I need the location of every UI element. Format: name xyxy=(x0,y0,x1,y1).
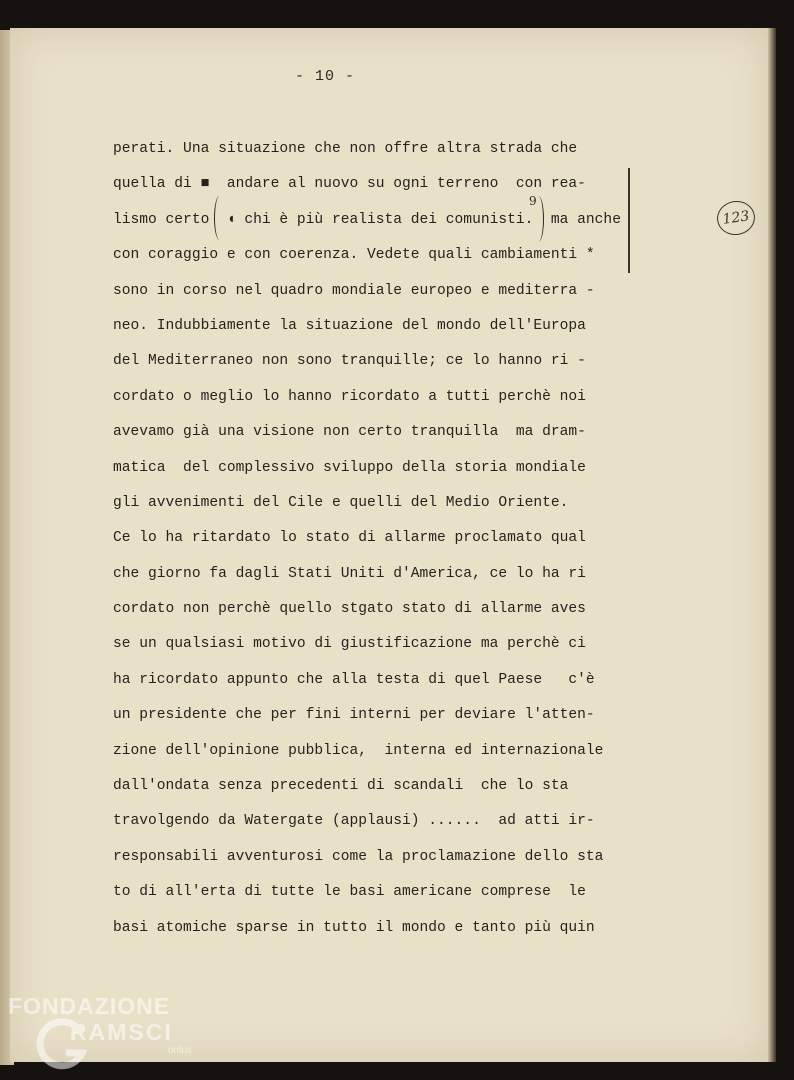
handwritten-mark: 9 xyxy=(529,194,537,208)
text-line: se un qualsiasi motivo di giustificazione ma perchè ci xyxy=(113,636,586,653)
text-line: dall'ondata senza precedenti di scandali che lo sta xyxy=(113,778,569,795)
text-line: neo. Indubbiamente la situazione del mondo dell'Europa xyxy=(113,317,586,334)
page-number: - 10 - xyxy=(294,68,355,85)
text-line: lismo certo ◖ chi è più realista dei comunisti. ma anche xyxy=(113,211,621,228)
text-line: quella di ■ andare al nuovo su ogni terreno con rea- xyxy=(113,176,586,193)
text-line: un presidente che per fini interni per deviare l'atten- xyxy=(113,707,595,724)
text-line: gli avvenimenti del Cile e quelli del Medio Oriente. xyxy=(113,494,569,511)
watermark-text: FONDAZIONE xyxy=(8,993,171,1019)
watermark-text: RAMSCI xyxy=(70,1019,173,1045)
text-line: del Mediterraneo non sono tranquille; ce lo hanno ri - xyxy=(113,353,586,370)
text-line: avevamo già una visione non certo tranquilla ma dram- xyxy=(113,424,586,441)
text-line: che giorno fa dagli Stati Uniti d'America, ce lo ha ri xyxy=(113,565,586,582)
text-line: zione dell'opinione pubblica, interna ed internazionale xyxy=(113,742,604,759)
text-line: sono in corso nel quadro mondiale europeo e mediterra - xyxy=(113,282,595,299)
archive-page-number: 123 xyxy=(715,199,757,238)
watermark-text: onlus xyxy=(168,1045,192,1056)
text-line: Ce lo ha ritardato lo stato di allarme proclamato qual xyxy=(113,530,586,547)
text-line: travolgendo da Watergate (applausi) ...... ad atti ir- xyxy=(113,813,595,830)
text-line: matica del complessivo sviluppo della storia mondiale xyxy=(113,459,586,476)
fondazione-gramsci-watermark xyxy=(8,993,208,1073)
text-line: con coraggio e con coerenza. Vedete quali cambiamenti * xyxy=(113,247,595,264)
text-line: basi atomiche sparse in tutto il mondo e tanto più quin xyxy=(113,919,595,936)
page-right-edge xyxy=(768,28,776,1062)
margin-vertical-line xyxy=(628,168,630,273)
text-line: responsabili avventurosi come la proclamazione dello sta xyxy=(113,848,604,865)
text-line: perati. Una situazione che non offre altra strada che xyxy=(113,141,578,157)
text-line: ha ricordato appunto che alla testa di quel Paese c'è xyxy=(113,671,595,688)
text-line: to di all'erta di tutte le basi americane comprese le xyxy=(113,884,586,901)
text-line: cordato non perchè quello stgato stato di allarme aves xyxy=(113,601,586,618)
typed-text-body xyxy=(113,138,633,952)
handwritten-open-bracket xyxy=(214,196,225,240)
text-line: cordato o meglio lo hanno ricordato a tutti perchè noi xyxy=(113,388,586,405)
